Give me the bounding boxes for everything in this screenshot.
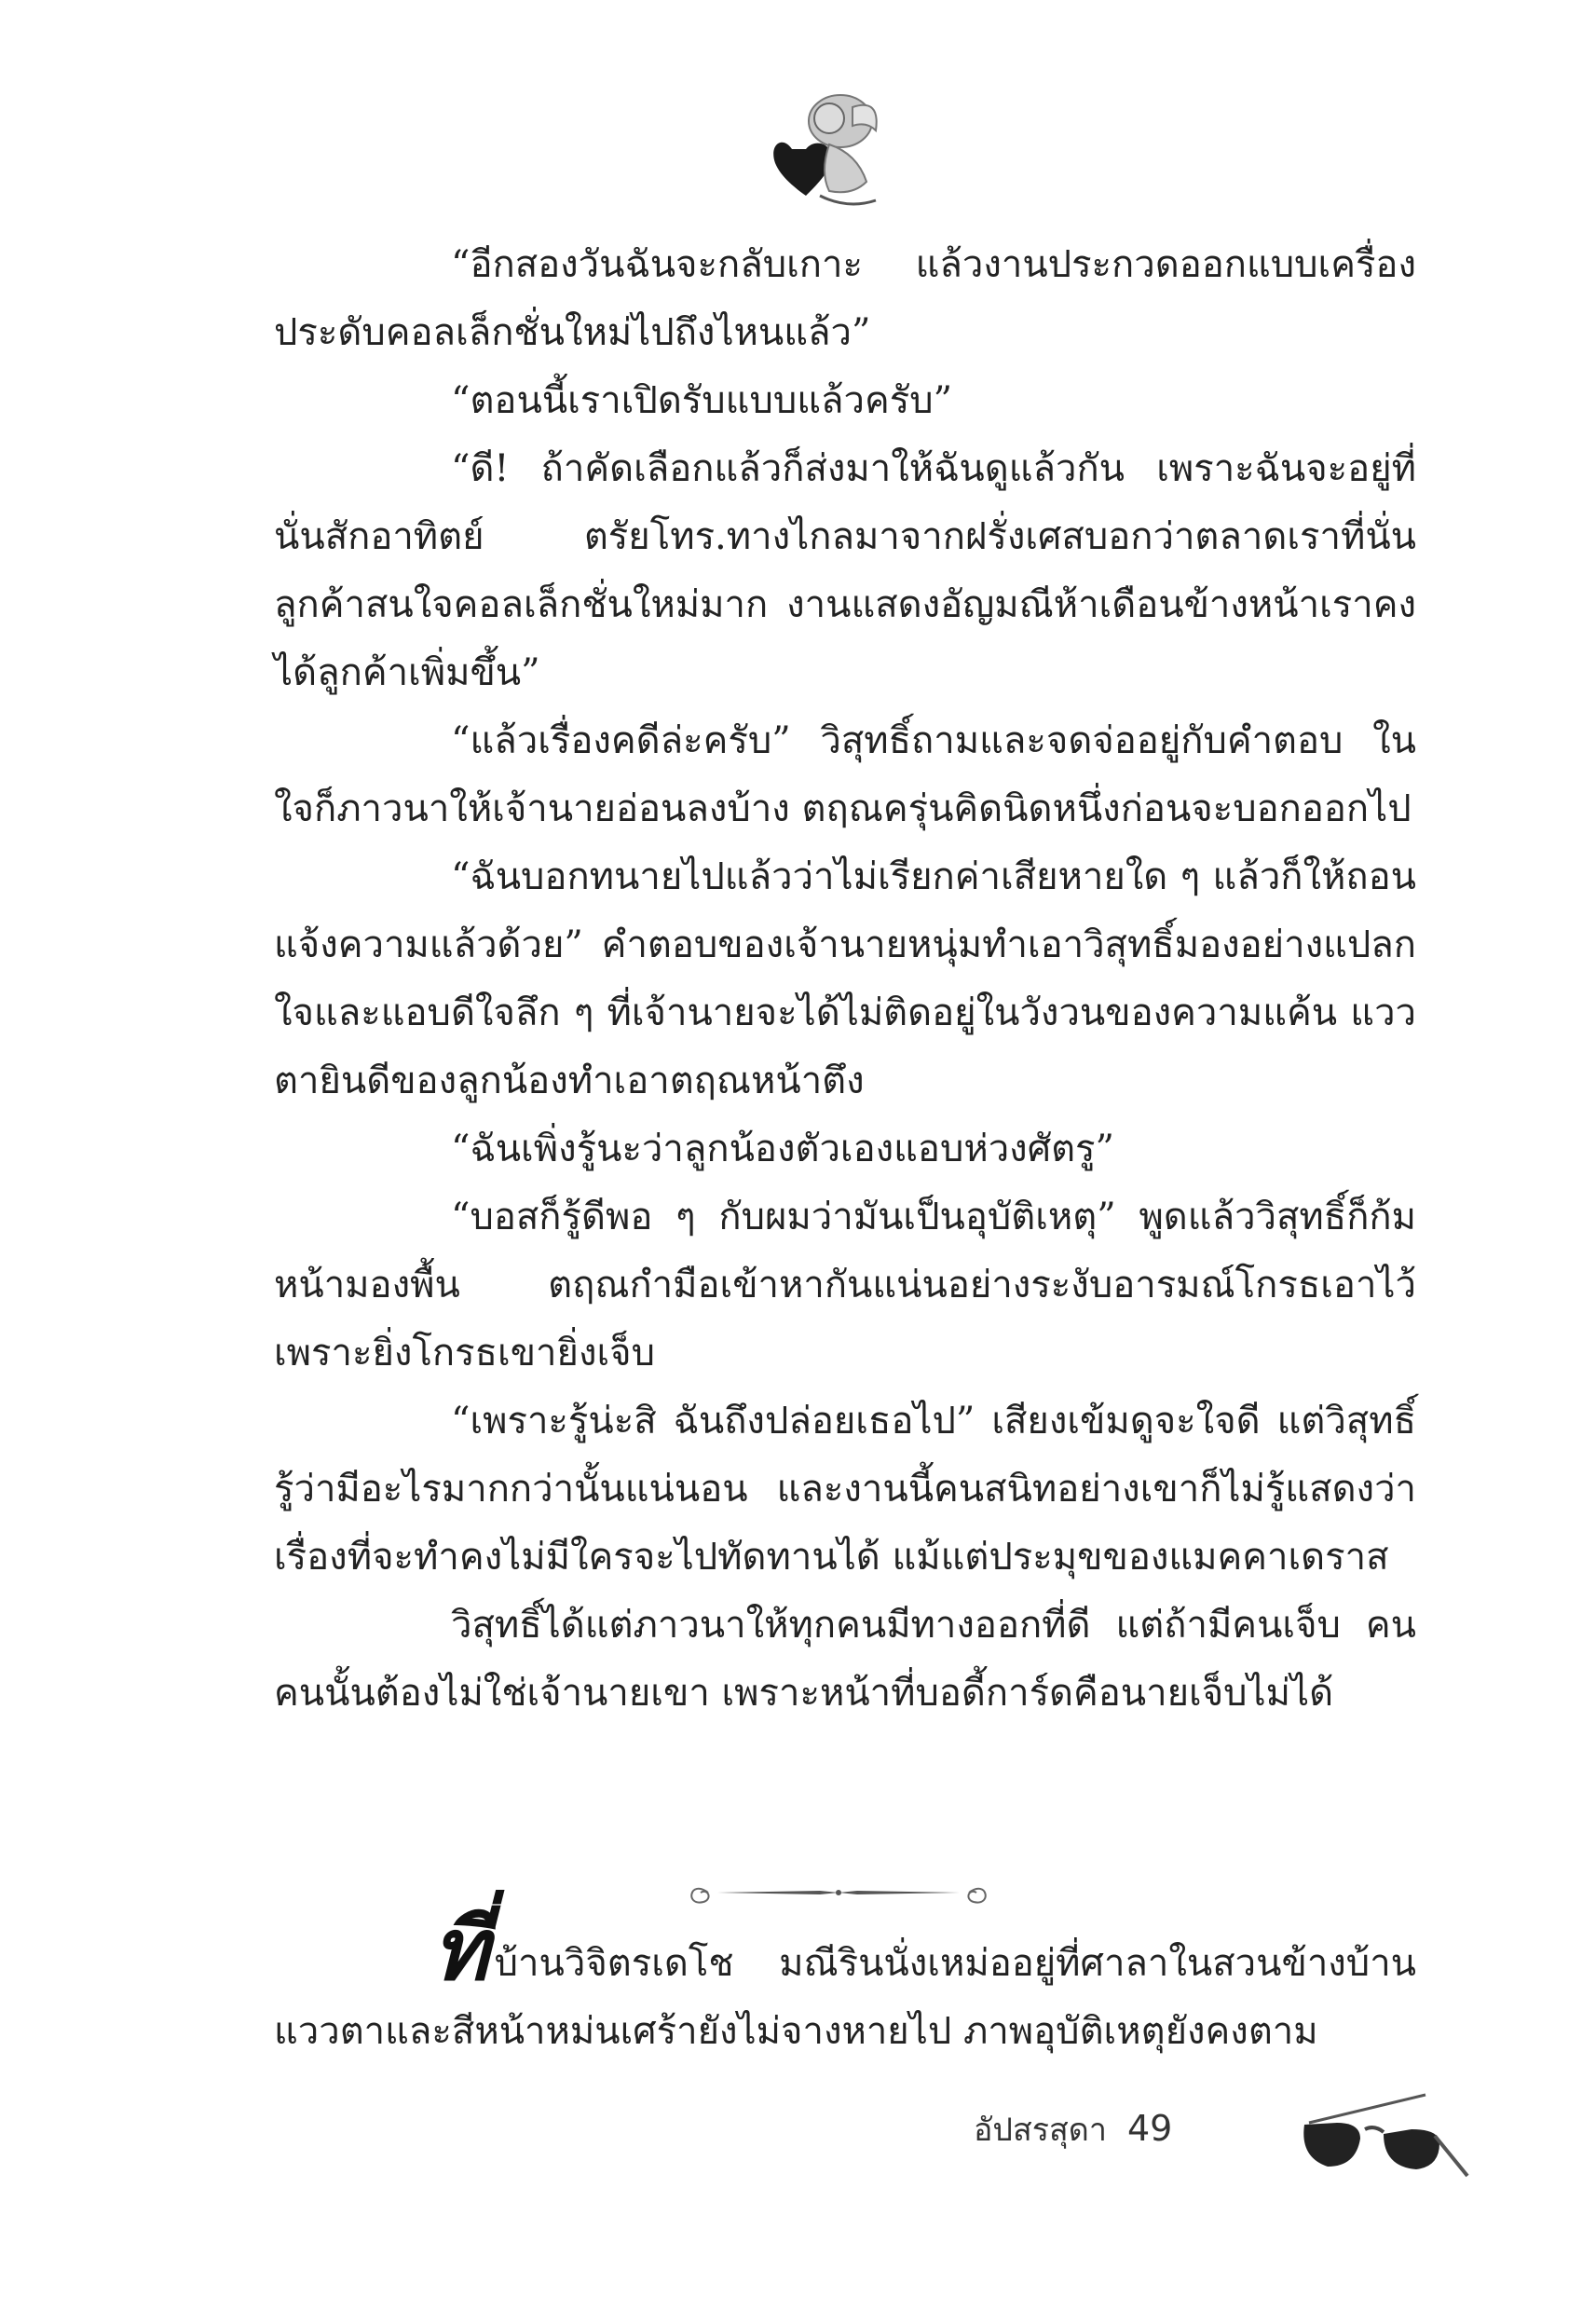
page-footer [974,2104,1172,2154]
paragraph: “ตอนนี้เราเปิดรับแบบแล้วครับ” [451,379,953,422]
book-title: อัปสรสุดา [974,2112,1107,2149]
page-number: 49 [1126,2108,1173,2149]
paragraph: “อีกสองวันฉันจะกลับเกาะ แล้วงานประกวดออกแบบเครื่องประดับคอลเล็กชั่นใหม่ไปถึงไหนแล้ว” [274,243,1416,354]
paragraph: “ฉันบอกทนายไปแล้วว่าไม่เรียกค่าเสียหายใด ๆ แล้วก็ให้ถอนแจ้งความแล้วด้วย” คำตอบของเจ้านายหนุ่มทำเอาวิสุทธิ์มองอย่างแปลกใจและแอบดีใจลึก ๆ ที่เจ้านายจะได้ไม่ติดอยู่ในวังวนของความแค้น แววตายินดีของลูกน้องทำเอาตฤณหน้าตึง [274,855,1416,1102]
section-text: บ้านวิจิตรเดโช มณีรินนั่งเหม่ออยู่ที่ศาลาในสวนข้างบ้าน แววตาและสีหน้าหม่นเศร้ายังไม่จางหายไป ภาพอุบัติเหตุยังคงตาม [274,1942,1416,2053]
paragraph: “เพราะรู้น่ะสิ ฉันถึงปล่อยเธอไป” เสียงเข้มดูจะใจดี แต่วิสุทธิ์รู้ว่ามีอะไรมากกว่านั้นแน่นอน และงานนี้คนสนิทอย่างเขาก็ไม่รู้แสดงว่าเรื่องที่จะทำคงไม่มีใครจะไปทัดทานได้ แม้แต่ประมุขของแมคคาเดราส [274,1400,1416,1579]
section-paragraph [274,1899,1416,2066]
sunglasses-icon [1286,2087,1472,2190]
paragraph: “ฉันเพิ่งรู้นะว่าลูกน้องตัวเองแอบห่วงศัตรู” [451,1128,1114,1170]
section-opening [274,1899,1416,2066]
paragraph: “ดี! ถ้าคัดเลือกแล้วก็ส่งมาให้ฉันดูแล้วกัน เพราะฉันจะอยู่ที่นั่นสักอาทิตย์ ตรัยโทร.ทางไกลมาจากฝรั่งเศสบอกว่าตลาดเราที่นั่นลูกค้าสนใจคอลเล็กชั่นใหม่มาก งานแสดงอัญมณีห้าเดือนข้างหน้าเราคงได้ลูกค้าเพิ่มขึ้น” [274,447,1416,694]
paragraph: “แล้วเรื่องคดีล่ะครับ” วิสุทธิ์ถามและจดจ่ออยู่กับคำตอบ ในใจก็ภาวนาให้เจ้านายอ่อนลงบ้าง ตฤณครุ่นคิดนิดหนึ่งก่อนจะบอกออกไป [274,719,1416,830]
cherub-heart-ornament [764,79,894,219]
drop-cap: ที่ [432,1899,489,2000]
section-divider-ornament [680,1869,997,1916]
paragraph: วิสุทธิ์ได้แต่ภาวนาให้ทุกคนมีทางออกที่ดี แต่ถ้ามีคนเจ็บ คนคนนั้นต้องไม่ใช่เจ้านายเขา เพราะหน้าที่บอดี้การ์ดคือนายเจ็บไม่ได้ [274,1604,1416,1715]
paragraph: “บอสก็รู้ดีพอ ๆ กับผมว่ามันเป็นอุบัติเหตุ” พูดแล้ววิสุทธิ์ก็ก้มหน้ามองพื้น ตฤณกำมือเข้าหากันแน่นอย่างระงับอารมณ์โกรธเอาไว้ เพราะยิ่งโกรธเขายิ่งเจ็บ [274,1196,1416,1374]
body-text [274,231,1416,1728]
